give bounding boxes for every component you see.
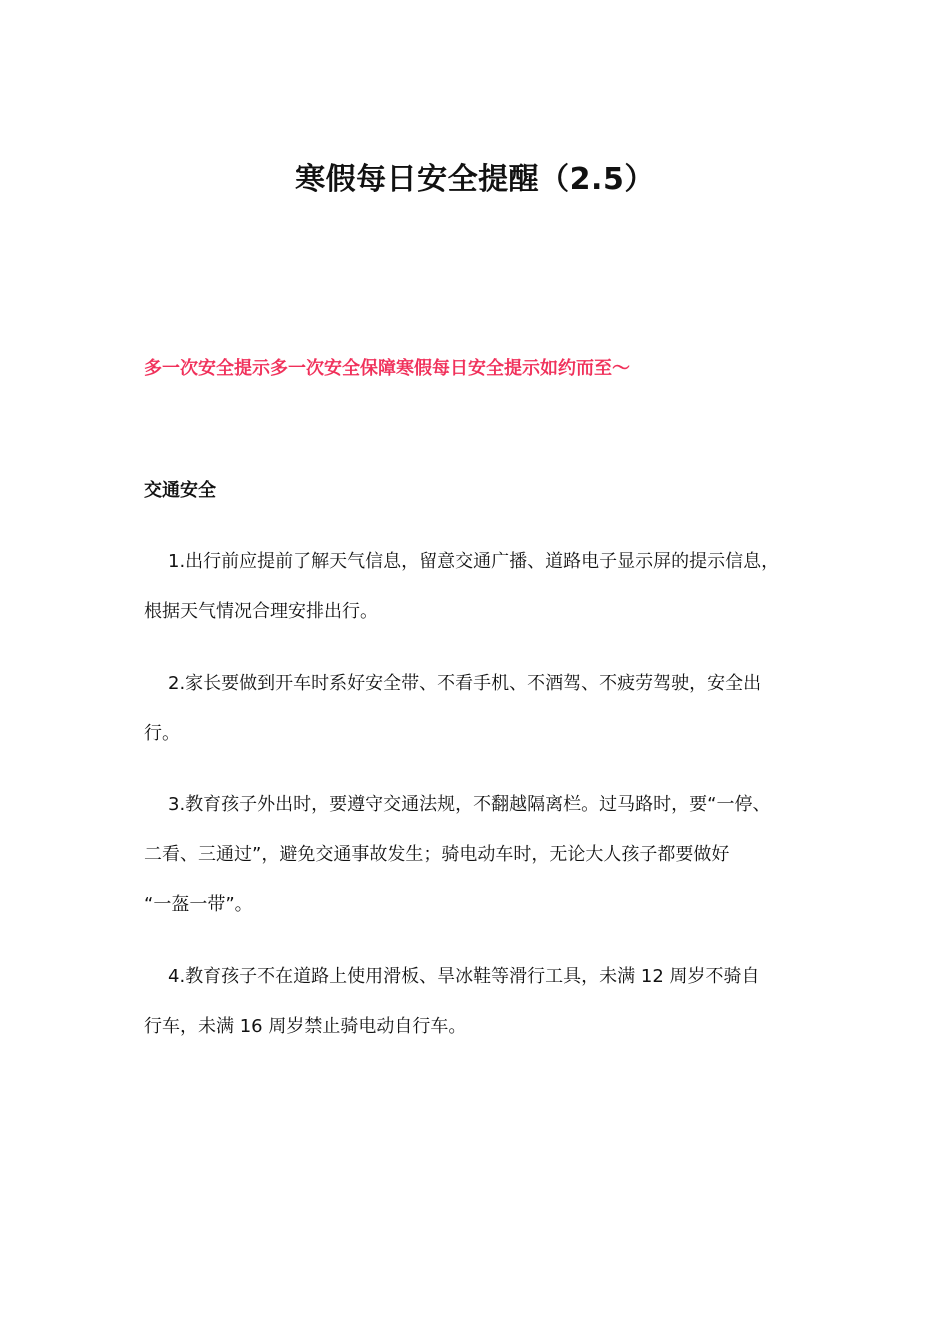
safety-slogan: 多一次安全提示多一次安全保障寒假每日安全提示如约而至～ (144, 358, 630, 379)
paragraph-3 (144, 780, 824, 930)
paragraph-line: 1.出行前应提前了解天气信息，留意交通广播、道路电子显示屏的提示信息， (168, 551, 780, 572)
paragraph-2 (144, 659, 824, 759)
paragraph-1 (144, 537, 824, 637)
paragraph-line: 二看、三通过”，避免交通事故发生；骑电动车时，无论大人孩子都要做好 (144, 844, 730, 865)
paragraph-line: 行。 (144, 723, 180, 744)
paragraph-4 (144, 952, 824, 1052)
paragraph-line: 2.家长要做到开车时系好安全带、不看手机、不酒驾、不疲劳驾驶，安全出 (168, 673, 762, 694)
paragraph-line: 4.教育孩子不在道路上使用滑板、旱冰鞋等滑行工具，未满 12 周岁不骑自 (168, 966, 760, 987)
section-heading-traffic-safety: 交通安全 (144, 480, 216, 501)
paragraph-line: 根据天气情况合理安排出行。 (144, 601, 378, 622)
paragraph-line: 行车，未满 16 周岁禁止骑电动自行车。 (144, 1016, 467, 1037)
paragraph-line: 3.教育孩子外出时，要遵守交通法规，不翻越隔离栏。过马路时，要“一停、 (168, 794, 771, 815)
paragraph-line: “一盔一带”。 (144, 894, 253, 915)
document-title: 寒假每日安全提醒（2.5） (295, 162, 655, 197)
